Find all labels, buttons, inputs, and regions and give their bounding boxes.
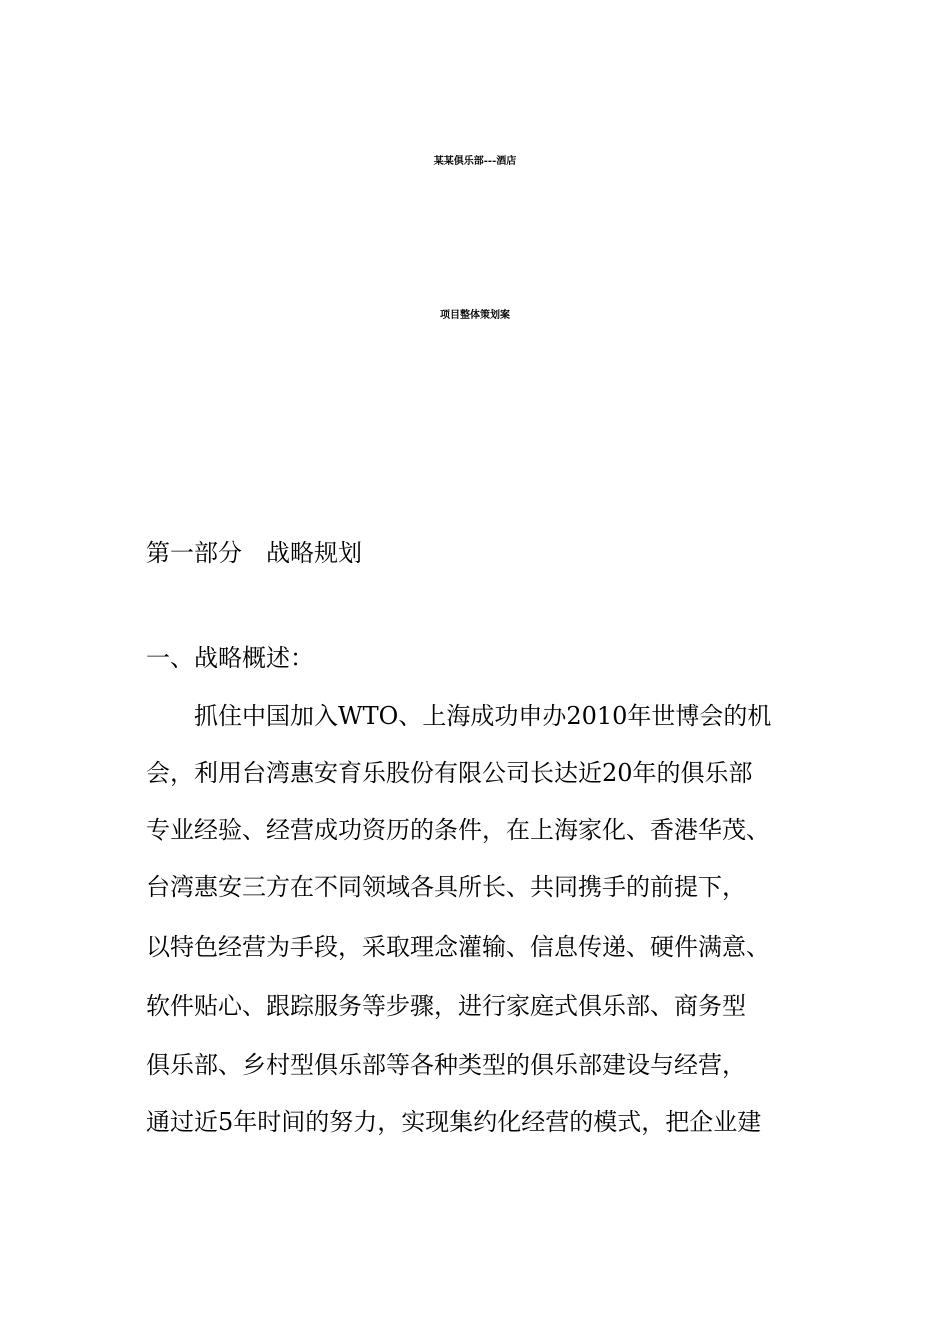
body-line: 软件贴心、跟踪服务等步骤，进行家庭式俱乐部、商务型: [146, 992, 746, 1020]
body-line: 以特色经营为手段，采取理念灌输、信息传递、硬件满意、: [146, 933, 770, 961]
body-line: 会，利用台湾惠安育乐股份有限公司长达近20年的俱乐部: [146, 759, 753, 787]
body-line: 通过近5年时间的努力，实现集约化经营的模式，把企业建: [146, 1108, 762, 1136]
body-line: 抓住中国加入WTO、上海成功申办2010年世博会的机: [146, 702, 772, 730]
document-title-line-2: 项目整体策划案: [440, 310, 510, 321]
subsection-heading: 一、战略概述：: [146, 644, 314, 672]
body-line: 俱乐部、乡村型俱乐部等各种类型的俱乐部建设与经营，: [146, 1051, 746, 1079]
section-heading: 第一部分 战略规划: [146, 539, 362, 567]
body-line: 专业经验、经营成功资历的条件，在上海家化、香港华茂、: [146, 816, 770, 844]
document-title-line-1: 某某俱乐部---酒店: [433, 156, 517, 167]
body-line: 台湾惠安三方在不同领域各具所长、共同携手的前提下，: [146, 873, 746, 901]
